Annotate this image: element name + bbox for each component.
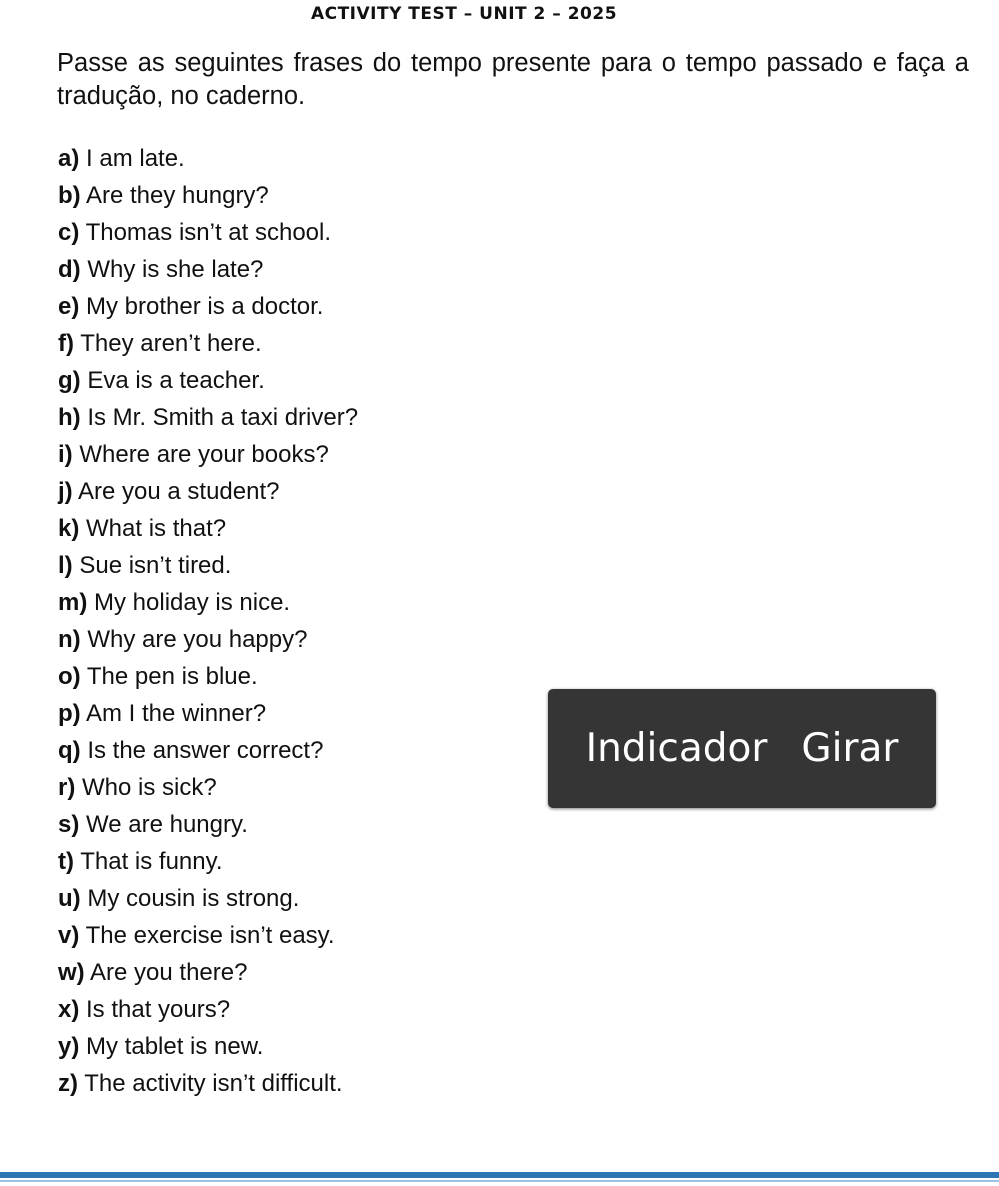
item-letter: z) [58,1070,78,1097]
list-item [58,288,358,325]
list-item [58,362,358,399]
item-letter: t) [58,848,74,875]
item-letter: l) [58,552,73,579]
item-text: We are hungry. [86,811,248,838]
list-item [58,251,358,288]
item-letter: g) [58,367,81,394]
list-item [58,325,358,362]
item-letter: a) [58,145,80,172]
item-letter: w) [58,959,85,986]
list-item [58,695,358,732]
list-item [58,843,358,880]
list-item [58,473,358,510]
item-text: Why are you happy? [87,626,308,653]
item-text: Are they hungry? [86,182,269,209]
item-text: Sue isn’t tired. [79,552,232,579]
footer-divider-thin [0,1180,999,1182]
item-text: Thomas isn’t at school. [85,219,332,246]
list-item [58,880,358,917]
list-item [58,1065,358,1102]
item-letter: i) [58,441,73,468]
item-text: What is that? [86,515,227,542]
item-text: My brother is a doctor. [86,293,324,320]
item-text: Am I the winner? [86,700,267,727]
list-item [58,1028,358,1065]
item-letter: k) [58,515,80,542]
item-text: Why is she late? [87,256,264,283]
list-item [58,806,358,843]
item-letter: f) [58,330,74,357]
list-item [58,658,358,695]
sentence-list [58,140,358,1102]
item-text: Is the answer correct? [87,737,324,764]
item-text: The exercise isn’t easy. [85,922,335,949]
list-item [58,732,358,769]
item-text: Eva is a teacher. [87,367,265,394]
item-letter: d) [58,256,81,283]
item-letter: c) [58,219,80,246]
item-letter: j) [58,478,73,505]
footer-divider [0,1172,999,1178]
instructions-text: Passe as seguintes frases do tempo presente para o tempo passado e faça a tradução, no caderno. [57,49,969,110]
list-item [58,991,358,1028]
selection-toolbar [548,689,936,808]
indicator-button[interactable]: Indicador [585,726,768,771]
list-item [58,214,358,251]
item-text: Is that yours? [86,996,231,1023]
item-letter: x) [58,996,80,1023]
item-text: My holiday is nice. [94,589,291,616]
item-text: Are you there? [90,959,248,986]
item-text: Is Mr. Smith a taxi driver? [87,404,359,431]
list-item [58,584,358,621]
list-item [58,399,358,436]
list-item [58,140,358,177]
page-title: ACTIVITY TEST – UNIT 2 – 2025 [310,4,618,24]
list-item [58,177,358,214]
item-letter: q) [58,737,81,764]
item-text: They aren’t here. [80,330,262,357]
item-text: Who is sick? [82,774,217,801]
item-text: Are you a student? [78,478,280,505]
list-item [58,436,358,473]
item-text: The activity isn’t difficult. [84,1070,343,1097]
list-item [58,917,358,954]
list-item [58,769,358,806]
item-letter: p) [58,700,81,727]
item-letter: e) [58,293,80,320]
list-item [58,621,358,658]
item-letter: n) [58,626,81,653]
item-text: My tablet is new. [86,1033,264,1060]
item-letter: y) [58,1033,80,1060]
item-text: Where are your books? [79,441,329,468]
rotate-button[interactable]: Girar [801,726,899,771]
item-letter: v) [58,922,80,949]
item-letter: h) [58,404,81,431]
item-letter: m) [58,589,88,616]
list-item [58,954,358,991]
item-letter: u) [58,885,81,912]
item-letter: b) [58,182,81,209]
item-text: My cousin is strong. [87,885,300,912]
item-letter: s) [58,811,80,838]
item-letter: o) [58,663,81,690]
list-item [58,547,358,584]
item-text: I am late. [86,145,185,172]
item-text: The pen is blue. [86,663,258,690]
item-letter: r) [58,774,76,801]
list-item [58,510,358,547]
item-text: That is funny. [80,848,223,875]
